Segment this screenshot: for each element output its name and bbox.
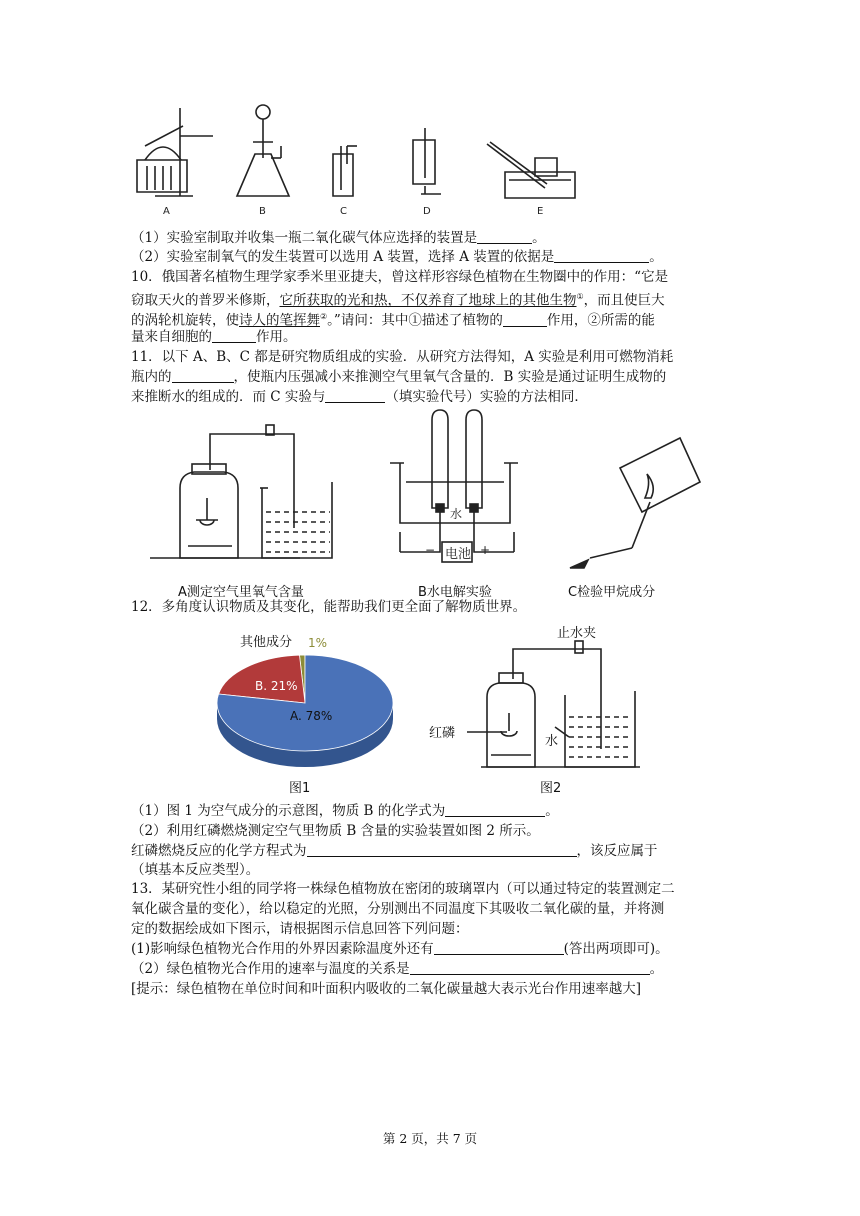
q12-part1: （1）图 1 为空气成分的示意图，物质 B 的化学式为 。 xyxy=(131,803,559,819)
water-label: 水 xyxy=(450,507,463,521)
label-B: B xyxy=(259,206,266,217)
battery-minus: − xyxy=(425,543,436,557)
q12-part2: （2）利用红磷燃烧测定空气里物质 B 含量的实验装置如图 2 所示。 xyxy=(131,823,540,839)
air-composition-pie xyxy=(200,628,420,788)
q11-line1: 11．以下 A、B、C 都是研究物质组成的实验．从研究方法得知，A 实验是利用可燃物消耗 xyxy=(131,349,674,365)
label-C: C xyxy=(340,206,347,217)
caption-c: C检验甲烷成分 xyxy=(568,585,656,600)
answer-blank[interactable] xyxy=(503,313,547,327)
clamp-label: 止水夹 xyxy=(557,626,597,641)
answer-blank[interactable] xyxy=(445,803,545,817)
battery-plus: + xyxy=(480,543,491,557)
q11-line3: 来推断水的组成的．而 C 实验与 （填实验代号）实验的方法相同． xyxy=(131,389,588,405)
q10-line4: 量来自细胞的 作用。 xyxy=(131,329,297,345)
battery-label: 电池 xyxy=(445,547,472,562)
q13-line3: 定的数据绘成如下图示，请根据图示信息回答下列问题： xyxy=(131,921,469,937)
q13-line4: (1)影响绿色植物光合作用的外界因素除温度外还有 (答出两项即可)。 xyxy=(131,941,669,957)
answer-blank[interactable] xyxy=(307,843,577,857)
phosphorus-apparatus xyxy=(425,625,645,775)
q13-line1: 13．某研究性小组的同学将一株绿色植物放在密闭的玻璃罩内（可以通过特定的装置测定二 xyxy=(131,881,675,897)
pie-b-label: B. 21% xyxy=(255,679,298,693)
q9-part2: （2）实验室制氧气的发生装置可以选用 A 装置，选择 A 装置的依据是 。 xyxy=(131,249,663,265)
answer-blank[interactable] xyxy=(434,941,564,955)
q13-line5: （2）绿色植物光合作用的速率与温度的关系是 。 xyxy=(131,961,664,977)
q11-line2: 瓶内的 ，使瓶内压强减小来推测空气里氧气含量的．B 实验是通过证明生成物的 xyxy=(131,369,667,385)
water-label-fig2: 水 xyxy=(545,734,559,749)
q10-line2: 窃取天火的普罗米修斯，它所获取的光和热，不仅养育了地球上的其他生物①，而且使巨大 xyxy=(131,292,665,309)
q9-part1: （1）实验室制取并收集一瓶二氧化碳气体应选择的装置是 。 xyxy=(131,230,546,246)
q10-line3: 的涡轮机旋转，使诗人的笔挥舞②。”请问：其中①描述了植物的 作用，②所需的能 xyxy=(131,312,655,329)
fig2-caption: 图2 xyxy=(540,781,562,796)
q13-line2: 氧化碳含量的变化），给以稳定的光照，分别测出不同温度下其吸收二氧化碳的量，并将测 xyxy=(131,901,665,917)
label-A: A xyxy=(163,206,170,217)
fig1-caption: 图1 xyxy=(289,781,311,796)
pie-other-pct: 1% xyxy=(308,636,328,650)
q12-part4: （填基本反应类型）。 xyxy=(131,862,260,878)
q12-part3: 红磷燃烧反应的化学方程式为 ，该反应属于 xyxy=(131,843,658,859)
answer-blank[interactable] xyxy=(477,230,532,244)
q13-hint: [提示：绿色植物在单位时间和叶面积内吸收的二氧化碳量越大表示光台作用速率越大] xyxy=(131,981,642,997)
pie-a-label: A. 78% xyxy=(290,709,333,723)
label-D: D xyxy=(423,206,431,217)
experiments-figure xyxy=(150,408,710,588)
answer-blank[interactable] xyxy=(325,389,385,403)
q12-intro: 12．多角度认识物质及其变化，能帮助我们更全面了解物质世界。 xyxy=(131,599,527,615)
page-footer: 第 2 页，共 7 页 xyxy=(382,1131,478,1146)
caption-b: B水电解实验 xyxy=(418,585,492,600)
answer-blank[interactable] xyxy=(554,249,649,263)
answer-blank[interactable] xyxy=(410,961,650,975)
answer-blank[interactable] xyxy=(212,329,256,343)
answer-blank[interactable] xyxy=(172,369,234,383)
label-E: E xyxy=(537,206,544,217)
apparatus-labels xyxy=(163,206,543,217)
pie-other-label: 其他成分 xyxy=(240,635,293,650)
phosphorus-label: 红磷 xyxy=(429,726,456,741)
apparatus-figure xyxy=(125,98,595,223)
q10-line1: 10．俄国著名植物生理学家季米里亚捷夫，曾这样形容绿色植物在生物圈中的作用：“它是 xyxy=(131,269,669,285)
caption-a: A测定空气里氧气含量 xyxy=(178,585,304,600)
